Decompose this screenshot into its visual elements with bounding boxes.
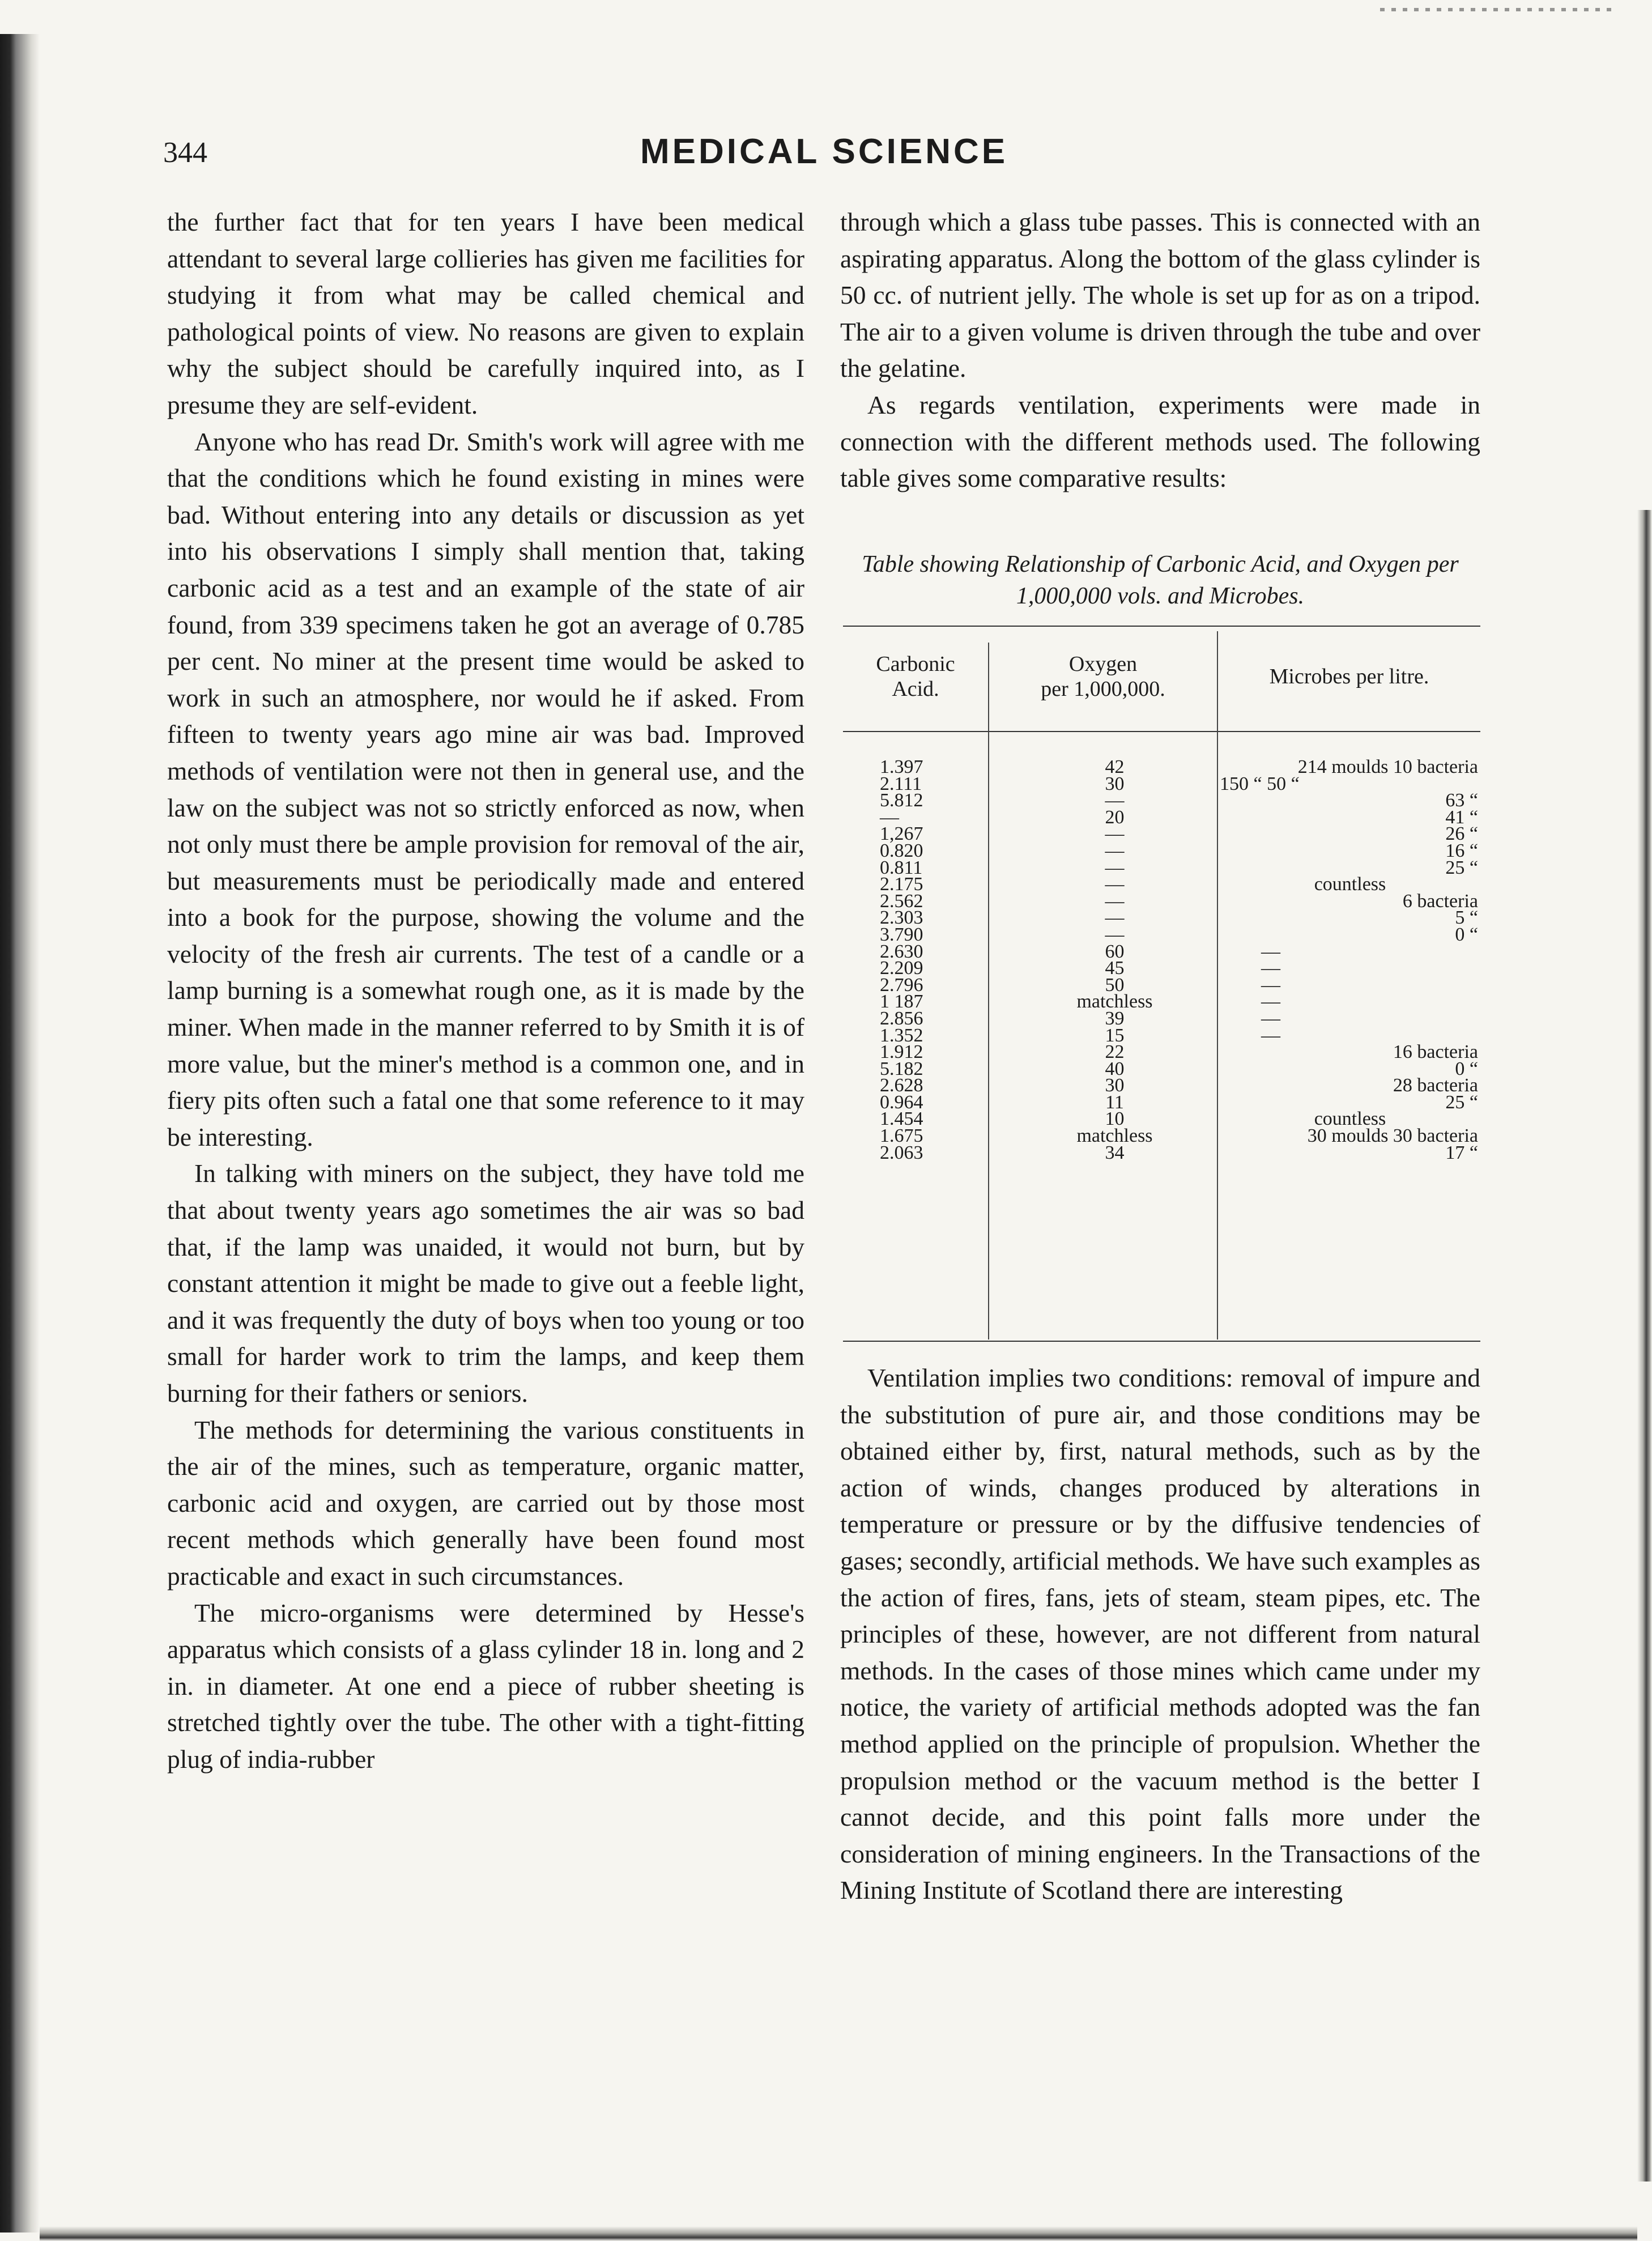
journal-title: MEDICAL SCIENCE	[640, 132, 1008, 171]
table-row	[843, 1041, 1480, 1063]
cell-microbes: 25 “	[1445, 1091, 1478, 1113]
cell-carbonic-acid: 2.562	[880, 890, 923, 912]
cell-oxygen: 39	[1105, 1007, 1125, 1029]
table-row	[843, 943, 1480, 960]
table-row	[843, 974, 1480, 996]
cell-carbonic-acid: 1.352	[880, 1024, 923, 1046]
cell-carbonic-acid: 2.630	[880, 941, 923, 962]
table-row	[843, 806, 1480, 828]
running-head	[0, 131, 1652, 177]
scan-edge-left	[0, 34, 40, 2233]
cell-oxygen: 30	[1105, 773, 1125, 794]
cell-carbonic-acid: 2.628	[880, 1075, 923, 1096]
cell-carbonic-acid: 1.912	[880, 1041, 923, 1063]
scan-edge-right	[1637, 510, 1652, 2182]
header-text: per 1,000,000.	[1041, 677, 1165, 701]
cell-carbonic-acid: 5.182	[880, 1058, 923, 1079]
cell-microbes: 214 moulds 10 bacteria	[1297, 756, 1478, 777]
cell-carbonic-acid: 2.063	[880, 1142, 923, 1163]
cell-microbes: 16 bacteria	[1393, 1041, 1478, 1063]
left-column	[167, 204, 804, 1778]
cell-carbonic-acid: 2.111	[880, 773, 922, 794]
cell-microbes: 0 “	[1455, 924, 1478, 945]
cell-carbonic-acid: 2.175	[880, 874, 923, 895]
cell-oxygen: —	[1105, 874, 1125, 895]
cell-microbes: —	[1261, 991, 1280, 1013]
cell-carbonic-acid: 1 187	[880, 991, 923, 1013]
table-row	[843, 840, 1480, 861]
header-text: Acid.	[892, 677, 939, 701]
table-row	[843, 823, 1480, 845]
cell-carbonic-acid: 0.811	[880, 857, 923, 878]
cell-oxygen: 34	[1105, 1142, 1125, 1163]
table-row	[843, 991, 1480, 1013]
cell-carbonic-acid: 0.964	[880, 1091, 923, 1113]
table-row	[843, 1007, 1480, 1029]
table-row	[843, 960, 1480, 977]
scan-edge-top	[1380, 8, 1618, 11]
cell-microbes: —	[1261, 1007, 1280, 1029]
cell-oxygen: 45	[1105, 958, 1125, 979]
cell-microbes: 41 “	[1445, 806, 1478, 828]
cell-microbes: —	[1261, 941, 1280, 962]
cell-oxygen: 11	[1105, 1091, 1124, 1113]
cell-carbonic-acid: 5.812	[880, 790, 923, 811]
cell-microbes: 0 “	[1455, 1058, 1478, 1079]
table-caption: Table showing Relationship of Carbonic Acid, and Oxygen per 1,000,000 vols. and Microbes.	[862, 551, 1459, 609]
cell-oxygen: 40	[1105, 1058, 1125, 1079]
cell-microbes: countless	[1314, 1108, 1386, 1130]
paragraph: The micro-organisms were determined by Hesse's apparatus which consists of a glass cylinder 18 in. long and 2 in. in diameter. At one end a piece of rubber sheeting is stretched tightly over the tube. The other with a tight-fitting plug of india-rubber	[167, 1598, 804, 1774]
cell-microbes: 63 “	[1445, 790, 1478, 811]
cell-oxygen: —	[1105, 924, 1125, 945]
cell-oxygen: 10	[1105, 1108, 1125, 1130]
cell-microbes: 6 bacteria	[1402, 890, 1478, 912]
header-text: Carbonic	[876, 652, 955, 676]
paragraph: the further fact that for ten years I have been medical attendant to several large collieries has given me facilities for studying it from what may be called chemical and pathological points of view. No reasons are given to explain why the subject should be carefully inquired into, as I presume they are self-evident.	[167, 207, 804, 419]
table-row	[843, 1024, 1480, 1046]
table-body	[843, 756, 1480, 1163]
paragraph: Ventilation implies two conditions: removal of impure and the substitution of pure air, and those conditions may be obtained either by, first, natural methods, such as by the action of winds, changes produced by alterations in temperature or pressure or by the diffusive tendencies of gases; secondly, artificial methods. We have such examples as the action of fires, fans, jets of steam, steam pipes, etc. The principles of these, however, are not different from natural methods. In the cases of those mines which came under my notice, the variety of artificial methods adopted was the fan method applied on the principle of propulsion. Whether the propulsion method or the vacuum method is the better I cannot decide, and this point falls more under the consideration of mining engineers. In the Transactions of the Mining Institute of Scotland there are interesting	[840, 1363, 1480, 1905]
cell-microbes: countless	[1314, 874, 1386, 895]
cell-carbonic-acid: 1,267	[880, 823, 923, 845]
table-header-rule	[843, 731, 1480, 732]
cell-carbonic-acid: —	[880, 806, 899, 828]
data-table	[843, 626, 1480, 1348]
table-row	[843, 1058, 1480, 1079]
paragraph: The methods for determining the various constituents in the air of the mines, such as temperature, organic matter, carbonic acid and oxygen, are carried out by those most recent methods which generally have been found most practicable and exact in such circumstances.	[167, 1415, 804, 1591]
cell-oxygen: 60	[1105, 941, 1125, 962]
cell-carbonic-acid: 2.303	[880, 907, 923, 929]
cell-microbes: —	[1261, 958, 1280, 979]
table-row	[843, 792, 1480, 809]
table-row	[843, 1125, 1480, 1147]
cell-carbonic-acid: 1.397	[880, 756, 923, 777]
header-carbonic-acid	[843, 652, 988, 701]
page-number: 344	[163, 137, 207, 169]
paragraph: through which a glass tube passes. This is connected with an aspirating apparatus. Along the bottom of the glass cylinder is 50 cc. of nutrient jelly. The whole is set up for as on a tripod. The air to a given volume is driven through the tube and over the gelatine.	[840, 207, 1480, 383]
table-row	[843, 773, 1480, 794]
paragraph: As regards ventilation, experiments were made in connection with the different methods used. The following table gives some comparative results:	[840, 390, 1480, 493]
cell-microbes: 5 “	[1455, 907, 1478, 929]
cell-oxygen: —	[1105, 890, 1125, 912]
paragraph: In talking with miners on the subject, they have told me that about twenty years ago sometimes the air was so bad that, if the lamp was unaided, it would not burn, but by constant attention it might be made to give out a feeble light, and it was frequently the duty of boys when too young or too small for harder work to trim the lamps, and keep them burning for their fathers or seniors.	[167, 1159, 804, 1407]
cell-microbes: —	[1261, 974, 1280, 996]
cell-oxygen: —	[1105, 857, 1125, 878]
cell-microbes: 28 bacteria	[1393, 1075, 1478, 1096]
cell-carbonic-acid: 2.209	[880, 958, 923, 979]
table-row	[843, 1077, 1480, 1094]
table-row	[843, 1142, 1480, 1163]
cell-microbes: 30 moulds 30 bacteria	[1307, 1125, 1478, 1147]
header-microbes: Microbes per litre.	[1269, 665, 1429, 688]
scan-edge-bottom	[40, 2226, 1637, 2241]
cell-carbonic-acid: 2.796	[880, 974, 923, 996]
cell-oxygen: —	[1105, 907, 1125, 929]
cell-oxygen: 20	[1105, 806, 1125, 828]
cell-microbes: 16 “	[1445, 840, 1478, 861]
cell-oxygen: 22	[1105, 1041, 1125, 1063]
cell-oxygen: —	[1105, 790, 1125, 811]
table-row	[843, 876, 1480, 893]
table-bottom-rule	[843, 1341, 1480, 1342]
cell-microbes: 150 “ 50 “	[1220, 773, 1300, 794]
header-oxygen	[989, 652, 1217, 701]
cell-carbonic-acid: 1.675	[880, 1125, 923, 1147]
cell-oxygen: 42	[1105, 756, 1125, 777]
cell-microbes: —	[1261, 1024, 1280, 1046]
paragraph: Anyone who has read Dr. Smith's work will agree with me that the conditions which he found existing in mines were bad. Without entering into any details or discussion as yet into his observations I simply shall mention that, taking carbonic acid as a test and an example of the state of air found, from 339 specimens taken he got an average of 0.785 per cent. No miner at the present time would be asked to work in such an atmosphere, nor would he if asked. From fifteen to twenty years ago mine air was bad. Improved methods of ventilation were not then in general use, and the law on the subject was not so strictly enforced as now, when not only must there be ample provision for removal of the air, but measurements must be periodically made and entered into a book for the purpose, showing the volume and the velocity of the fresh air currents. The test of a candle or a lamp burning is a somewhat rough one, as it is made by the miner. When made in the manner referred to by Smith it is of more value, but the miner's method is a common one, and in fiery pits often such a fatal one that some reference to it may be interesting.	[167, 427, 804, 1151]
cell-oxygen: matchless	[1076, 991, 1153, 1013]
header-text: Oxygen	[1068, 652, 1138, 676]
cell-microbes: 25 “	[1445, 857, 1478, 878]
table-row	[843, 756, 1480, 777]
cell-carbonic-acid: 3.790	[880, 924, 923, 945]
table-top-rule	[843, 626, 1480, 627]
cell-oxygen: matchless	[1076, 1125, 1153, 1147]
cell-microbes: 17 “	[1445, 1142, 1478, 1163]
table-row	[843, 926, 1480, 943]
cell-oxygen: 15	[1105, 1024, 1125, 1046]
cell-oxygen: 30	[1105, 1075, 1125, 1096]
cell-carbonic-acid: 2.856	[880, 1007, 923, 1029]
right-column-lower	[840, 1360, 1480, 1909]
table-row	[843, 890, 1480, 912]
cell-oxygen: 50	[1105, 974, 1125, 996]
cell-carbonic-acid: 1.454	[880, 1108, 923, 1130]
cell-carbonic-acid: 0.820	[880, 840, 923, 861]
cell-oxygen: —	[1105, 823, 1125, 845]
table-row	[843, 907, 1480, 929]
cell-oxygen: —	[1105, 840, 1125, 861]
cell-microbes: 26 “	[1445, 823, 1478, 845]
